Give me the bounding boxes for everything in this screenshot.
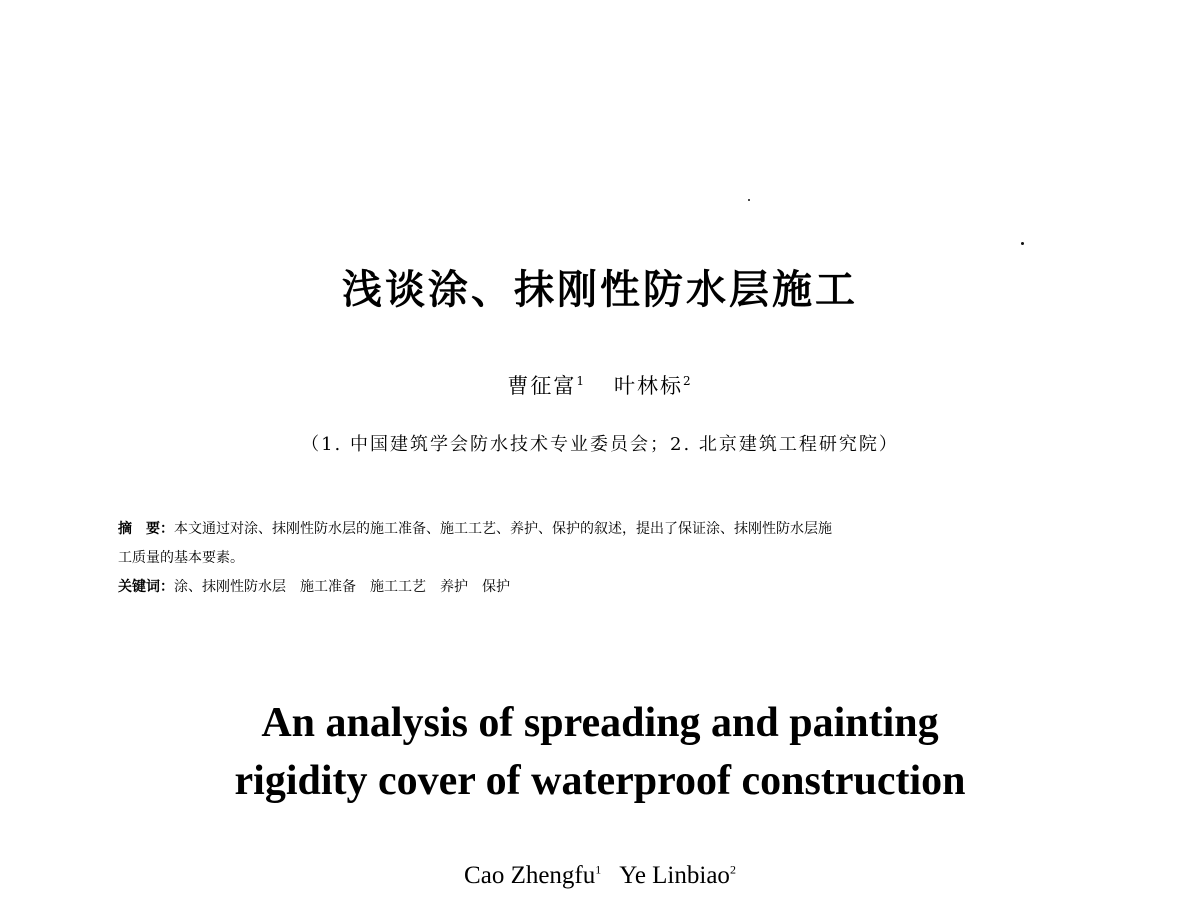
keyword: 养护 bbox=[440, 579, 468, 595]
keyword: 涂、抹刚性防水层 bbox=[174, 579, 286, 595]
abstract-line bbox=[118, 515, 1088, 544]
abstract-line bbox=[118, 544, 1088, 573]
keyword: 施工准备 bbox=[300, 579, 356, 595]
author-name: Cao Zhengfu bbox=[464, 862, 596, 889]
abstract-label: 摘 要： bbox=[118, 521, 174, 537]
author-name: 曹征富 bbox=[507, 374, 577, 398]
english-authors bbox=[0, 862, 1200, 890]
abstract-text: 本文通过对涂、抹刚性防水层的施工准备、施工工艺、养护、保护的叙述，提出了保证涂、抹刚性防水层施 bbox=[174, 521, 832, 537]
scan-speck bbox=[748, 199, 750, 201]
chinese-affiliation: （1. 中国建筑学会防水技术专业委员会；2. 北京建筑工程研究院） bbox=[301, 434, 899, 455]
abstract-section bbox=[118, 515, 1088, 602]
keywords-label: 关键词： bbox=[118, 579, 174, 595]
author-affiliation-mark: 2 bbox=[729, 862, 736, 877]
author-name: 叶林标 bbox=[614, 374, 683, 398]
english-title-line: An analysis of spreading and painting bbox=[261, 700, 939, 746]
english-title bbox=[0, 694, 1200, 810]
english-title-line: rigidity cover of waterproof construction bbox=[234, 758, 966, 804]
chinese-authors bbox=[0, 370, 1200, 400]
keywords-line bbox=[118, 573, 1088, 602]
author-affiliation-mark: 2 bbox=[683, 374, 693, 388]
chinese-title: 浅谈涂、抹刚性防水层施工 bbox=[342, 266, 858, 313]
keyword: 施工工艺 bbox=[370, 579, 426, 595]
abstract-text: 工质量的基本要素。 bbox=[118, 550, 244, 566]
author-affiliation-mark: 1 bbox=[595, 862, 602, 877]
author-name: Ye Linbiao bbox=[619, 862, 730, 889]
keyword: 保护 bbox=[482, 579, 510, 595]
author-affiliation-mark: 1 bbox=[576, 374, 586, 388]
scan-speck bbox=[1021, 242, 1024, 245]
